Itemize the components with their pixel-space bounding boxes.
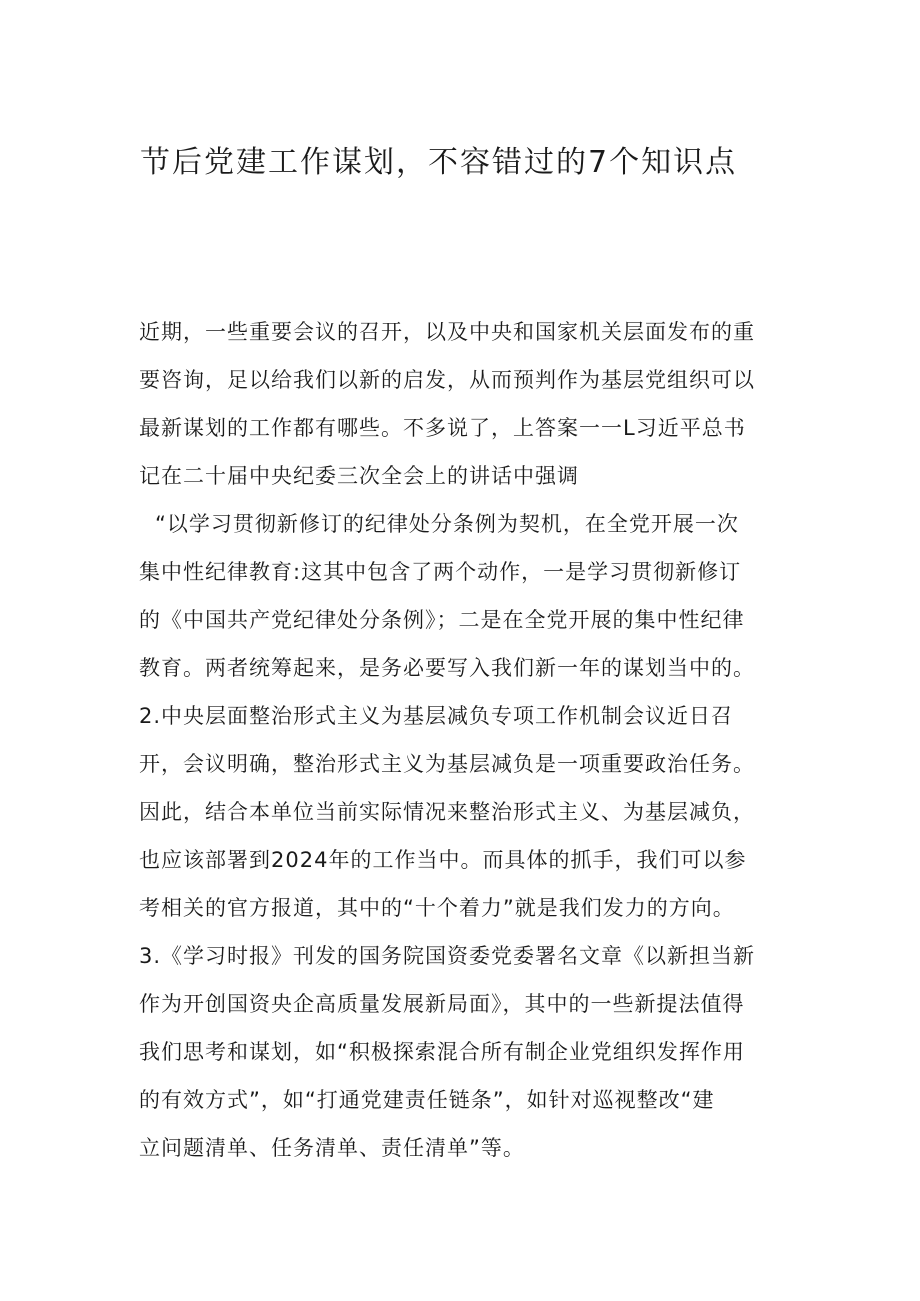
body-line-14: 3.《学习时报》刊发的国务院国资委党委署名文章《以新担当新 xyxy=(139,944,756,968)
body-line-18: 立问题清单、任务清单、责任清单”等。 xyxy=(139,1136,525,1160)
body-line-11: 因此，结合本单位当前实际情况来整治形式主义、为基层减负， xyxy=(139,800,755,824)
body-line-10: 开，会议明确，整治形式主义为基层减负是一项重要政治任务。 xyxy=(139,752,755,776)
body-line-7: 的《中国共产党纪律处分条例》；二是在全党开展的集中性纪律 xyxy=(139,608,745,632)
body-line-4: 记在二十届中央纪委三次全会上的讲话中强调 xyxy=(139,464,579,488)
body-line-2: 要咨询，足以给我们以新的启发，从而预判作为基层党组织可以 xyxy=(139,368,755,392)
body-line-6: 集中性纪律教育:这其中包含了两个动作，一是学习贯彻新修订 xyxy=(139,560,742,584)
document-title: 节后党建工作谋划，不容错过的7个知识点 xyxy=(140,145,738,180)
body-line-1: 近期，一些重要会议的召开，以及中央和国家机关层面发布的重 xyxy=(139,320,755,344)
body-line-17: 的有效方式”，如“打通党建责任链条”，如针对巡视整改“建 xyxy=(139,1088,715,1112)
body-line-12: 也应该部署到2024年的工作当中。而具体的抓手，我们可以参 xyxy=(139,848,747,872)
body-line-3: 最新谋划的工作都有哪些。不多说了，上答案一一L习近平总书 xyxy=(139,416,746,440)
body-line-16: 我们思考和谋划，如“积极探索混合所有制企业党组织发挥作用 xyxy=(139,1040,745,1064)
body-line-8: 教育。两者统筹起来，是务必要写入我们新一年的谋划当中的。 xyxy=(139,656,755,680)
body-line-9: 2.中央层面整治形式主义为基层减负专项工作机制会议近日召 xyxy=(139,704,734,728)
body-line-5: “以学习贯彻新修订的纪律处分条例为契机，在全党开展一次 xyxy=(155,512,739,536)
document-body xyxy=(139,308,819,1172)
body-line-13: 考相关的官方报道，其中的“十个着力”就是我们发力的方向。 xyxy=(139,896,735,920)
body-line-15: 作为开创国资央企高质量发展新局面》，其中的一些新提法值得 xyxy=(139,992,745,1016)
